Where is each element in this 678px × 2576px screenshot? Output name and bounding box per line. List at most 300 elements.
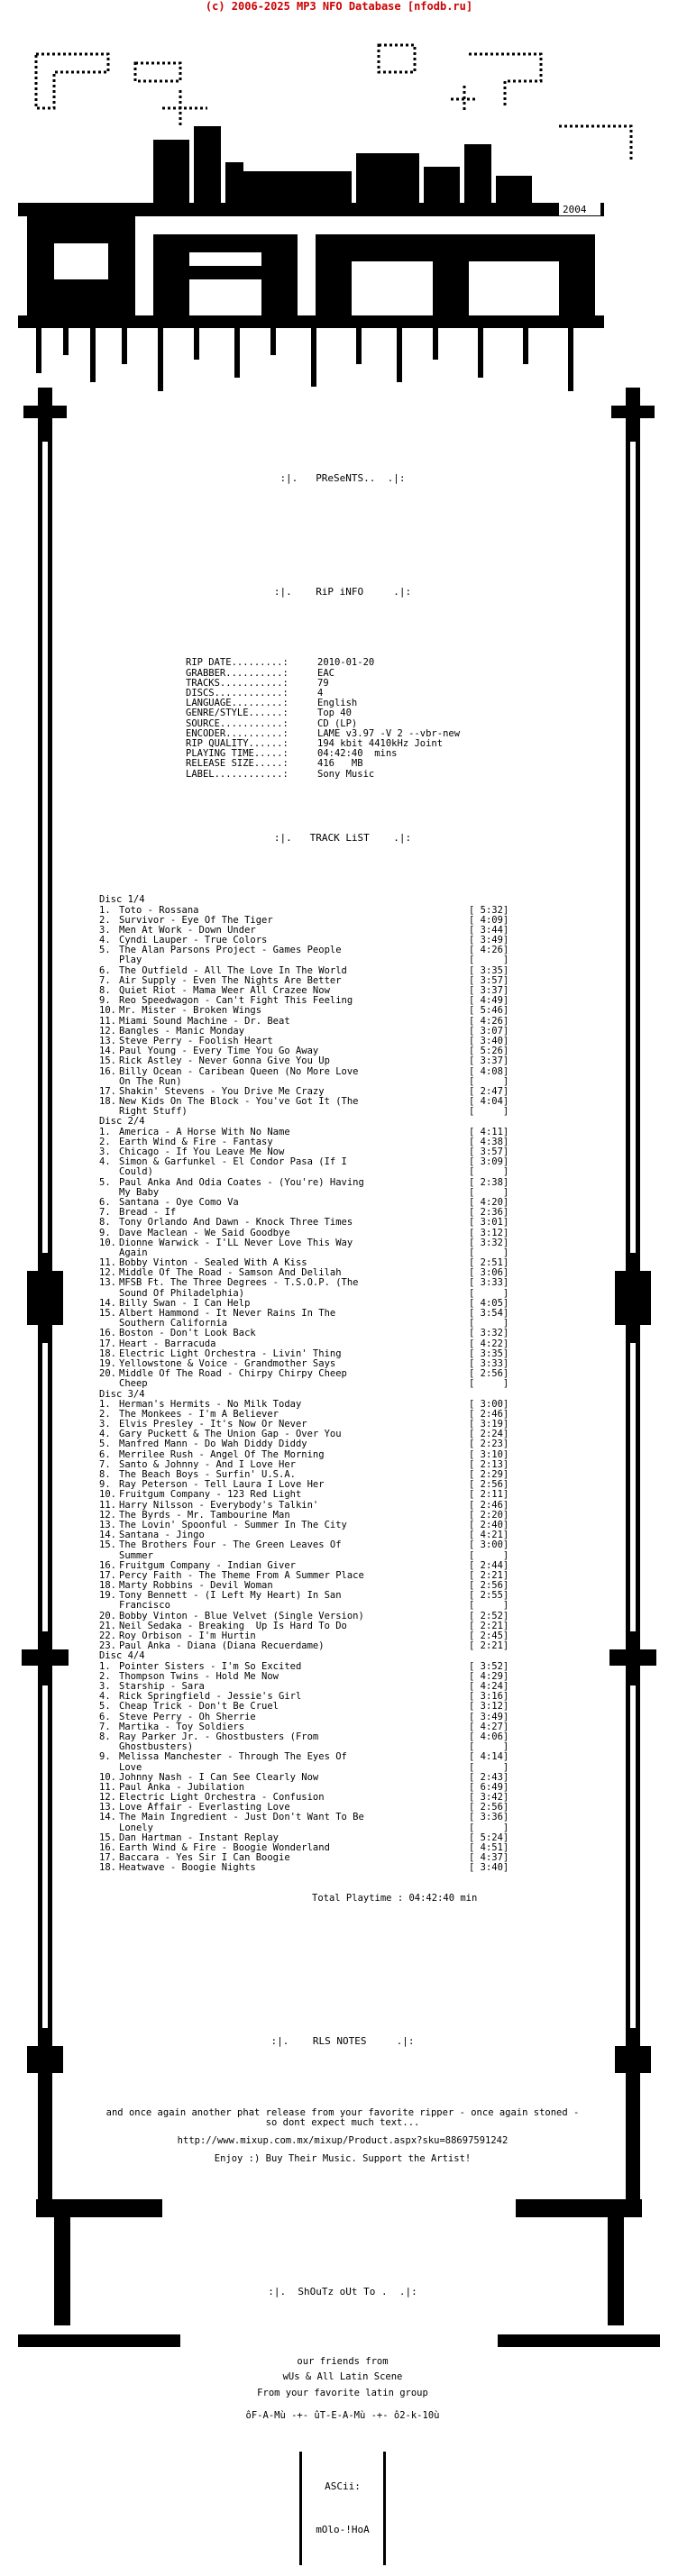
track-row xyxy=(99,1612,586,1621)
track-duration: [ 3:12] xyxy=(469,1701,509,1713)
track-row xyxy=(99,1278,586,1288)
track-title: Rick Springfield - Jessie's Girl xyxy=(119,1692,302,1703)
track-number: 5. xyxy=(99,1176,111,1188)
track-row xyxy=(99,1853,586,1863)
track-number: 4. xyxy=(99,935,111,946)
track-title: Tony Bennett - (I Left My Heart) In San xyxy=(119,1591,342,1602)
track-row xyxy=(99,1359,586,1369)
rip-info-title: RiP iNFO xyxy=(316,585,364,598)
track-title: Shakin' Stevens - You Drive Me Crazy xyxy=(119,1086,325,1097)
track-title: Sound Of Philadelphia) xyxy=(119,1288,245,1299)
track-row xyxy=(99,1289,586,1299)
track-title: Dave Maclean - We Said Goodbye xyxy=(119,1228,290,1238)
track-row xyxy=(99,1662,586,1672)
track-row xyxy=(99,1198,586,1208)
track-row xyxy=(99,1218,586,1228)
track-duration: [ 2:40] xyxy=(469,1519,509,1530)
track-title: Paul Young - Every Time You Go Away xyxy=(119,1046,319,1057)
track-number: 18. xyxy=(99,1347,116,1359)
track-duration: [ 2:21] xyxy=(469,1620,509,1631)
group-signature: ôF-A-Mù -+- ûT-E-A-Mù -+- ô2-k-10ù xyxy=(245,2409,440,2421)
track-row xyxy=(99,1229,586,1238)
track-title: Could) xyxy=(119,1167,153,1178)
track-number: 7. xyxy=(99,1458,111,1470)
rip-info-row xyxy=(186,708,586,718)
track-number: 9. xyxy=(99,1227,111,1238)
track-row xyxy=(99,986,586,996)
track-duration: [ 2:11] xyxy=(469,1489,509,1501)
track-number: 4. xyxy=(99,1691,111,1703)
track-row xyxy=(99,1551,586,1561)
track-row xyxy=(99,1470,586,1480)
track-number: 1. xyxy=(99,1398,111,1410)
track-row xyxy=(99,1037,586,1046)
rip-info-label: LABEL............: xyxy=(186,768,289,780)
track-title: MFSB Ft. The Three Degrees - T.S.O.P. (The xyxy=(119,1278,359,1289)
track-title: Albert Hammond - It Never Rains In The xyxy=(119,1309,336,1320)
track-number: 11. xyxy=(99,1499,116,1511)
tracklist-box: :|. TRACK LiST .|: xyxy=(273,831,412,844)
track-row xyxy=(99,1107,586,1117)
rip-info-label: DISCS............: xyxy=(186,688,289,699)
track-row xyxy=(99,1581,586,1591)
track-number: 13. xyxy=(99,1035,116,1046)
total-playtime: Total Playtime : 04:42:40 min xyxy=(312,1892,478,1904)
track-title: Chicago - If You Leave Me Now xyxy=(119,1147,285,1158)
track-number: 15. xyxy=(99,1539,116,1551)
track-duration: [ ] xyxy=(469,1166,509,1178)
track-title: Middle Of The Road - Chirpy Chirpy Cheep xyxy=(119,1369,347,1380)
track-duration: [ 3:09] xyxy=(469,1156,509,1168)
track-number: 23. xyxy=(99,1640,116,1652)
track-title: Baccara - Yes Sir I Can Boogie xyxy=(119,1853,290,1864)
track-row xyxy=(99,1299,586,1309)
track-row xyxy=(99,1621,586,1631)
track-row xyxy=(99,1692,586,1702)
track-title: Reo Speedwagon - Can't Fight This Feeling xyxy=(119,996,353,1007)
track-title: Dionne Warwick - I'LL Never Love This Way xyxy=(119,1238,353,1248)
track-title: Ghostbusters) xyxy=(119,1742,194,1753)
presents-label: PReSeNTS.. xyxy=(316,471,376,484)
track-row xyxy=(99,1147,586,1157)
track-duration: [ 2:24] xyxy=(469,1429,509,1440)
track-number: 16. xyxy=(99,1842,116,1853)
track-duration: [ 2:56] xyxy=(469,1580,509,1592)
track-title: Billy Swan - I Can Help xyxy=(119,1298,251,1309)
track-number: 20. xyxy=(99,1610,116,1621)
tracklist-title: TRACK LiST xyxy=(309,831,370,844)
track-title: Quiet Riot - Mama Weer All Crazee Now xyxy=(119,986,330,997)
rip-info-label: RIP QUALITY......: xyxy=(186,737,289,749)
track-duration: [ 2:13] xyxy=(469,1458,509,1470)
disc-heading: Disc 3/4 xyxy=(99,1388,145,1400)
track-duration: [ 2:29] xyxy=(469,1469,509,1481)
track-row xyxy=(99,1722,586,1732)
rip-info-value: 04:42:40 mins xyxy=(317,748,398,760)
track-number: 18. xyxy=(99,1096,116,1108)
track-duration: [ 4:24] xyxy=(469,1681,509,1692)
track-number: 20. xyxy=(99,1368,116,1380)
track-title: Tony Orlando And Dawn - Knock Three Times xyxy=(119,1218,353,1229)
track-title: The Byrds - Mr. Tambourine Man xyxy=(119,1510,290,1521)
track-duration: [ 3:01] xyxy=(469,1217,509,1229)
track-duration: [ 2:36] xyxy=(469,1207,509,1219)
rip-info-value: Sony Music xyxy=(317,768,375,780)
track-duration: [ 2:21] xyxy=(469,1640,509,1652)
ascii-credit xyxy=(299,2452,386,2565)
track-number: 7. xyxy=(99,1207,111,1219)
track-duration: [ 3:10] xyxy=(469,1448,509,1460)
track-row xyxy=(99,1591,586,1601)
track-title: Survivor - Eye Of The Tiger xyxy=(119,915,273,926)
track-duration: [ 3:44] xyxy=(469,924,509,936)
track-title: Boston - Don't Look Back xyxy=(119,1329,256,1339)
track-duration: [ 4:11] xyxy=(469,1126,509,1137)
track-duration: [ 2:20] xyxy=(469,1509,509,1521)
track-duration: [ 3:40] xyxy=(469,1862,509,1874)
track-number: 18. xyxy=(99,1580,116,1592)
track-duration: [ 3:37] xyxy=(469,1055,509,1067)
track-duration: [ 5:32] xyxy=(469,904,509,916)
track-row xyxy=(99,1349,586,1359)
track-duration: [ 3:35] xyxy=(469,964,509,976)
track-row xyxy=(99,1561,586,1571)
track-number: 16. xyxy=(99,1328,116,1339)
track-duration: [ 3:36] xyxy=(469,1812,509,1823)
shoutz-title: ShOuTz oUt To . xyxy=(298,2286,388,2298)
shoutz-line-2: wUs & All Latin Scene xyxy=(282,2371,403,2383)
track-duration: [ 3:35] xyxy=(469,1347,509,1359)
track-duration: [ 2:56] xyxy=(469,1479,509,1491)
rip-info-label: RIP DATE.........: xyxy=(186,657,289,669)
track-duration: [ 5:24] xyxy=(469,1832,509,1843)
track-row xyxy=(99,1258,586,1268)
track-title: The Alan Parsons Project - Games People xyxy=(119,945,342,956)
track-duration: [ 2:38] xyxy=(469,1176,509,1188)
track-title: The Lovin' Spoonful - Summer In The City xyxy=(119,1520,347,1530)
track-number: 5. xyxy=(99,1701,111,1713)
track-number: 19. xyxy=(99,1357,116,1369)
track-row xyxy=(99,1329,586,1338)
track-title: Middle Of The Road - Samson And Delilah xyxy=(119,1268,342,1279)
track-duration: [ ] xyxy=(469,955,509,966)
track-row xyxy=(99,1339,586,1349)
track-duration: [ ] xyxy=(469,1741,509,1753)
rip-info-row xyxy=(186,770,586,780)
track-title: Rick Astley - Never Gonna Give You Up xyxy=(119,1056,330,1067)
track-row xyxy=(99,916,586,926)
track-number: 14. xyxy=(99,1812,116,1823)
rip-info-row xyxy=(186,658,586,668)
track-row xyxy=(99,1763,586,1773)
track-title: Steve Perry - Foolish Heart xyxy=(119,1036,273,1046)
track-title: Summer xyxy=(119,1550,153,1561)
track-title: Mr. Mister - Broken Wings xyxy=(119,1006,262,1017)
track-row xyxy=(99,906,586,916)
track-duration: [ ] xyxy=(469,1075,509,1087)
track-number: 1. xyxy=(99,904,111,916)
rip-info-value: LAME v3.97 -V 2 --vbr-new xyxy=(317,727,461,739)
track-row xyxy=(99,1056,586,1066)
track-duration: [ 4:14] xyxy=(469,1751,509,1763)
release-notes xyxy=(99,2108,586,2165)
track-number: 17. xyxy=(99,1338,116,1349)
rip-info-fields xyxy=(186,658,586,779)
track-title: Steve Perry - Oh Sherrie xyxy=(119,1712,256,1722)
track-duration: [ 3:00] xyxy=(469,1539,509,1551)
track-title: Play xyxy=(119,955,142,966)
track-duration: [ 4:09] xyxy=(469,914,509,926)
track-number: 3. xyxy=(99,1146,111,1158)
track-title: Martika - Toy Soldiers xyxy=(119,1722,245,1732)
rip-info-value: Top 40 xyxy=(317,708,352,719)
track-duration: [ 3:57] xyxy=(469,1146,509,1158)
track-title: The Beach Boys - Surfin' U.S.A. xyxy=(119,1470,296,1481)
track-number: 5. xyxy=(99,945,111,956)
track-number: 15. xyxy=(99,1832,116,1843)
track-title: Again xyxy=(119,1247,148,1258)
track-duration: [ 3:07] xyxy=(469,1025,509,1037)
track-duration: [ 2:56] xyxy=(469,1802,509,1813)
track-title: Men At Work - Down Under xyxy=(119,925,256,936)
track-number: 13. xyxy=(99,1277,116,1289)
track-row xyxy=(99,1843,586,1853)
track-duration: [ 3:06] xyxy=(469,1267,509,1279)
track-number: 12. xyxy=(99,1267,116,1279)
rip-info-label: TRACKS...........: xyxy=(186,677,289,689)
track-row xyxy=(99,1067,586,1077)
track-title: Love xyxy=(119,1762,142,1773)
track-duration: [ 5:26] xyxy=(469,1046,509,1057)
track-duration: [ 3:52] xyxy=(469,1660,509,1672)
track-title: Right Stuff) xyxy=(119,1107,188,1118)
track-duration: [ 2:52] xyxy=(469,1610,509,1621)
rip-info-label: GRABBER..........: xyxy=(186,667,289,679)
track-title: Pointer Sisters - I'm So Excited xyxy=(119,1661,302,1672)
track-number: 15. xyxy=(99,1308,116,1320)
track-title: Heatwave - Boogie Nights xyxy=(119,1863,256,1874)
track-title: Bobby Vinton - Blue Velvet (Single Version) xyxy=(119,1611,364,1621)
track-row xyxy=(99,945,586,955)
track-row xyxy=(99,1540,586,1550)
track-title: Starship - Sara xyxy=(119,1682,205,1692)
tracklist xyxy=(99,895,586,1873)
track-title: Herman's Hermits - No Milk Today xyxy=(119,1399,302,1410)
track-duration: [ ] xyxy=(469,1186,509,1198)
track-title: Bobby Vinton - Sealed With A Kiss xyxy=(119,1258,307,1269)
track-title: Air Supply - Even The Nights Are Better xyxy=(119,975,342,986)
track-number: 1. xyxy=(99,1126,111,1137)
track-title: New Kids On The Block - You've Got It (The xyxy=(119,1097,359,1108)
track-row xyxy=(99,1400,586,1410)
track-row xyxy=(99,1006,586,1016)
track-duration: [ 2:55] xyxy=(469,1590,509,1602)
track-duration: [ ] xyxy=(469,1549,509,1561)
track-duration: [ 2:46] xyxy=(469,1408,509,1420)
track-row xyxy=(99,1571,586,1581)
track-row xyxy=(99,1672,586,1682)
track-row xyxy=(99,1490,586,1500)
track-number: 6. xyxy=(99,1448,111,1460)
rls-notes-title: RLS NOTES xyxy=(312,2034,367,2047)
track-duration: [ 2:51] xyxy=(469,1257,509,1269)
track-number: 9. xyxy=(99,1479,111,1491)
track-row xyxy=(99,1188,586,1198)
track-row xyxy=(99,1631,586,1641)
track-duration: [ 3:16] xyxy=(469,1691,509,1703)
track-row xyxy=(99,1178,586,1188)
track-duration: [ 3:19] xyxy=(469,1419,509,1430)
track-duration: [ ] xyxy=(469,1378,509,1390)
track-number: 3. xyxy=(99,1681,111,1692)
track-number: 6. xyxy=(99,1196,111,1208)
track-number: 10. xyxy=(99,1771,116,1783)
track-number: 21. xyxy=(99,1620,116,1631)
track-title: Dan Hartman - Instant Replay xyxy=(119,1832,279,1843)
track-title: Miami Sound Machine - Dr. Beat xyxy=(119,1016,290,1027)
track-row xyxy=(99,1742,586,1752)
track-number: 17. xyxy=(99,1569,116,1581)
track-number: 13. xyxy=(99,1802,116,1813)
track-duration: [ 3:32] xyxy=(469,1328,509,1339)
track-row xyxy=(99,1682,586,1692)
track-title: Neil Sedaka - Breaking Up Is Hard To Do xyxy=(119,1621,347,1631)
track-row xyxy=(99,1702,586,1712)
track-number: 16. xyxy=(99,1559,116,1571)
track-row xyxy=(99,1833,586,1843)
track-duration: [ ] xyxy=(469,1600,509,1612)
rip-info-value: 4 xyxy=(317,688,324,699)
track-duration: [ 4:20] xyxy=(469,1196,509,1208)
track-row xyxy=(99,936,586,945)
rip-info-row xyxy=(186,759,586,769)
track-title: Earth Wind & Fire - Fantasy xyxy=(119,1137,273,1147)
track-row xyxy=(99,1268,586,1278)
logo-year: 2004 xyxy=(563,204,587,215)
track-number: 13. xyxy=(99,1519,116,1530)
track-row xyxy=(99,976,586,986)
track-duration: [ 4:05] xyxy=(469,1297,509,1309)
track-row xyxy=(99,1379,586,1389)
track-number: 14. xyxy=(99,1046,116,1057)
track-title: Bangles - Manic Monday xyxy=(119,1026,245,1037)
track-row xyxy=(99,1439,586,1449)
track-duration: [ ] xyxy=(469,1106,509,1118)
track-row xyxy=(99,1460,586,1470)
track-number: 12. xyxy=(99,1509,116,1521)
track-title: Melissa Manchester - Through The Eyes Of xyxy=(119,1752,347,1763)
track-duration: [ 3:32] xyxy=(469,1237,509,1248)
track-title: Electric Light Orchestra - Confusion xyxy=(119,1793,325,1804)
track-row xyxy=(99,1783,586,1793)
product-url[interactable]: http://www.mixup.com.mx/mixup/Product.aspx?sku=88697591242 xyxy=(177,2135,508,2147)
track-row xyxy=(99,1097,586,1107)
track-title: Manfred Mann - Do Wah Diddy Diddy xyxy=(119,1439,307,1450)
track-number: 18. xyxy=(99,1862,116,1874)
track-number: 8. xyxy=(99,1731,111,1742)
track-title: Cheap Trick - Don't Be Cruel xyxy=(119,1702,279,1713)
track-number: 10. xyxy=(99,1489,116,1501)
shoutz-section xyxy=(99,2357,586,2421)
track-duration: [ 5:46] xyxy=(469,1005,509,1017)
track-title: Elvis Presley - It's Now Or Never xyxy=(119,1420,307,1430)
track-duration: [ 3:57] xyxy=(469,974,509,986)
track-title: Toto - Rossana xyxy=(119,905,199,916)
track-title: Thompson Twins - Hold Me Now xyxy=(119,1671,279,1682)
ascii-label: ASCii: xyxy=(325,2480,361,2493)
track-title: Ray Parker Jr. - Ghostbusters (From xyxy=(119,1731,319,1742)
track-title: Paul Anka - Diana (Diana Recuerdame) xyxy=(119,1641,325,1652)
track-title: Santana - Oye Como Va xyxy=(119,1197,239,1208)
track-number: 19. xyxy=(99,1590,116,1602)
track-duration: [ 3:00] xyxy=(469,1398,509,1410)
track-title: Johnny Nash - I Can See Clearly Now xyxy=(119,1772,319,1783)
track-duration: [ 2:43] xyxy=(469,1771,509,1783)
copyright-notice: (c) 2006-2025 MP3 NFO Database [nfodb.ru] xyxy=(205,0,473,13)
track-duration: [ 3:12] xyxy=(469,1227,509,1238)
track-number: 6. xyxy=(99,964,111,976)
track-number: 8. xyxy=(99,1217,111,1229)
track-duration: [ 3:42] xyxy=(469,1792,509,1804)
track-number: 6. xyxy=(99,1711,111,1722)
track-number: 4. xyxy=(99,1156,111,1168)
track-row xyxy=(99,1046,586,1056)
track-row xyxy=(99,1511,586,1521)
track-duration: [ 6:49] xyxy=(469,1781,509,1793)
track-duration: [ 4:27] xyxy=(469,1721,509,1732)
rip-info-label: SOURCE...........: xyxy=(186,717,289,729)
track-title: Cheep xyxy=(119,1379,148,1390)
rip-info-value: CD (LP) xyxy=(317,717,358,729)
track-number: 15. xyxy=(99,1055,116,1067)
track-title: Merrilee Rush - Angel Of The Morning xyxy=(119,1449,325,1460)
right-frame-pillar xyxy=(606,388,660,2199)
track-duration: [ ] xyxy=(469,1318,509,1329)
track-row xyxy=(99,1450,586,1460)
track-duration: [ 3:37] xyxy=(469,985,509,997)
track-title: Santana - Jingo xyxy=(119,1530,205,1541)
track-row xyxy=(99,1480,586,1490)
track-number: 14. xyxy=(99,1297,116,1309)
track-number: 7. xyxy=(99,1721,111,1732)
track-title: Paul Anka And Odia Coates - (You're) Having xyxy=(119,1177,364,1188)
rip-info-label: GENRE/STYLE......: xyxy=(186,708,289,719)
track-number: 16. xyxy=(99,1065,116,1077)
track-number: 2. xyxy=(99,914,111,926)
track-number: 5. xyxy=(99,1439,111,1450)
notes-line: and once again another phat release from your favorite ripper - once again stoned - so dont expect much text... xyxy=(105,2106,580,2128)
track-row xyxy=(99,926,586,936)
track-row xyxy=(99,1248,586,1258)
enjoy-line: Enjoy :) Buy Their Music. Support the Artist! xyxy=(214,2153,472,2165)
track-title: Cyndi Lauper - True Colors xyxy=(119,936,268,946)
track-duration: [ 3:33] xyxy=(469,1277,509,1289)
track-row xyxy=(99,1530,586,1540)
track-row xyxy=(99,1420,586,1430)
disc-heading: Disc 2/4 xyxy=(99,1116,145,1128)
track-duration: [ 4:06] xyxy=(469,1731,509,1742)
track-number: 17. xyxy=(99,1852,116,1864)
track-duration: [ 2:44] xyxy=(469,1559,509,1571)
track-row xyxy=(99,1309,586,1319)
track-number: 10. xyxy=(99,1005,116,1017)
track-row xyxy=(99,1752,586,1762)
shoutz-box: :|. ShOuTz oUt To . .|: xyxy=(268,2286,417,2298)
track-row xyxy=(99,1713,586,1722)
track-title: Percy Faith - The Theme From A Summer Place xyxy=(119,1570,364,1581)
track-number: 12. xyxy=(99,1792,116,1804)
track-row xyxy=(99,1521,586,1530)
